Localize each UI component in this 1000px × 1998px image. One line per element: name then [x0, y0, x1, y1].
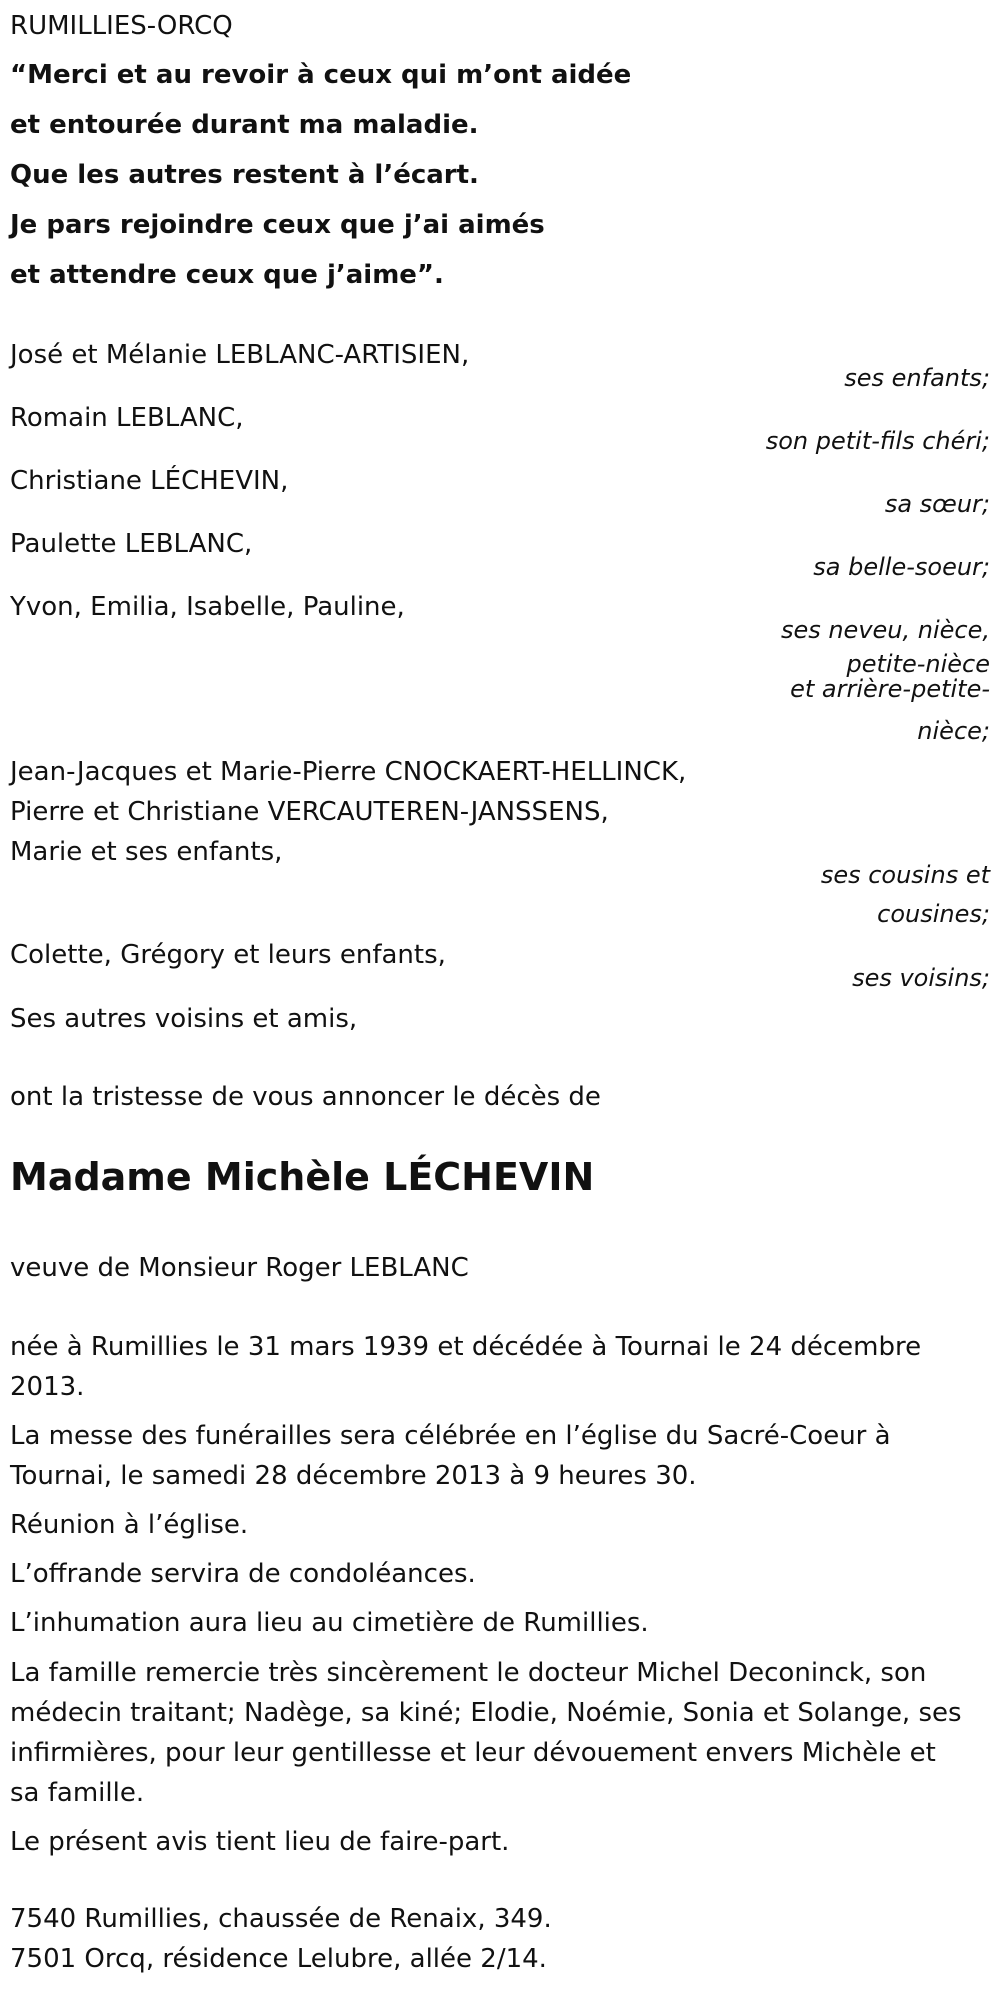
family-relation: ses enfants; [844, 364, 990, 392]
family-relation: sa sœur; [884, 490, 990, 518]
family-names: Marie et ses enfants, [10, 837, 283, 867]
family-names: Christiane LÉCHEVIN, [10, 466, 289, 496]
family-names: Pierre et Christiane VERCAUTEREN-JANSSENS, [10, 797, 609, 827]
quote-line: “Merci et au revoir à ceux qui m’ont aidée [10, 60, 632, 90]
announcement-text: ont la tristesse de vous annoncer le décès de [10, 1082, 601, 1112]
widow-of-text: veuve de Monsieur Roger LEBLANC [10, 1253, 469, 1283]
locality-heading: RUMILLIES-ORCQ [10, 11, 233, 41]
family-names: Paulette LEBLANC, [10, 529, 253, 559]
family-relation: ses cousins et [820, 861, 990, 889]
quote-line: Je pars rejoindre ceux que j’ai aimés [10, 210, 545, 240]
paragraph-burial: L’inhumation aura lieu au cimetière de Rumillies. [10, 1608, 649, 1638]
family-relation: sa belle-soeur; [813, 553, 990, 581]
family-relation: petite-nièce [846, 650, 990, 678]
family-names: José et Mélanie LEBLANC-ARTISIEN, [10, 340, 470, 370]
address-line: 7501 Orcq, résidence Lelubre, allée 2/14. [10, 1944, 547, 1974]
paragraph-reunion: Réunion à l’église. [10, 1510, 249, 1540]
family-relation: et arrière-petite- [790, 675, 990, 703]
family-names: Ses autres voisins et amis, [10, 1004, 358, 1034]
family-relation: ses voisins; [852, 964, 990, 992]
family-names: Jean-Jacques et Marie-Pierre CNOCKAERT-HELLINCK, [10, 757, 687, 787]
family-relation: cousines; [877, 900, 990, 928]
family-relation: son petit-fils chéri; [765, 427, 990, 455]
paragraph-thanks: La famille remercie très sincèrement le docteur Michel Deconinck, son médecin traitant; Nadège, sa kiné; Elodie, Noémie, Sonia et Solange, ses infirmières, pour leur gentillesse et leur dévouement envers Michèle et sa famille. [10, 1658, 962, 1808]
paragraph-notice: Le présent avis tient lieu de faire-part. [10, 1827, 510, 1857]
family-names: Colette, Grégory et leurs enfants, [10, 940, 446, 970]
paragraph-birth-death: née à Rumillies le 31 mars 1939 et décédée à Tournai le 24 décembre 2013. [10, 1332, 922, 1402]
deceased-name: Madame Michèle LÉCHEVIN [10, 1155, 595, 1199]
family-names: Romain LEBLANC, [10, 403, 244, 433]
paragraph-funeral-mass: La messe des funérailles sera célébrée en l’église du Sacré-Coeur à Tournai, le samedi 28 décembre 2013 à 9 heures 30. [10, 1421, 891, 1491]
family-relation: nièce; [917, 717, 990, 745]
quote-line: Que les autres restent à l’écart. [10, 160, 479, 190]
quote-line: et attendre ceux que j’aime”. [10, 260, 444, 290]
paragraph-offering: L’offrande servira de condoléances. [10, 1559, 476, 1589]
quote-line: et entourée durant ma maladie. [10, 110, 479, 140]
address-line: 7540 Rumillies, chaussée de Renaix, 349. [10, 1904, 552, 1934]
family-names: Yvon, Emilia, Isabelle, Pauline, [10, 592, 405, 622]
family-relation: ses neveu, nièce, [780, 616, 990, 644]
